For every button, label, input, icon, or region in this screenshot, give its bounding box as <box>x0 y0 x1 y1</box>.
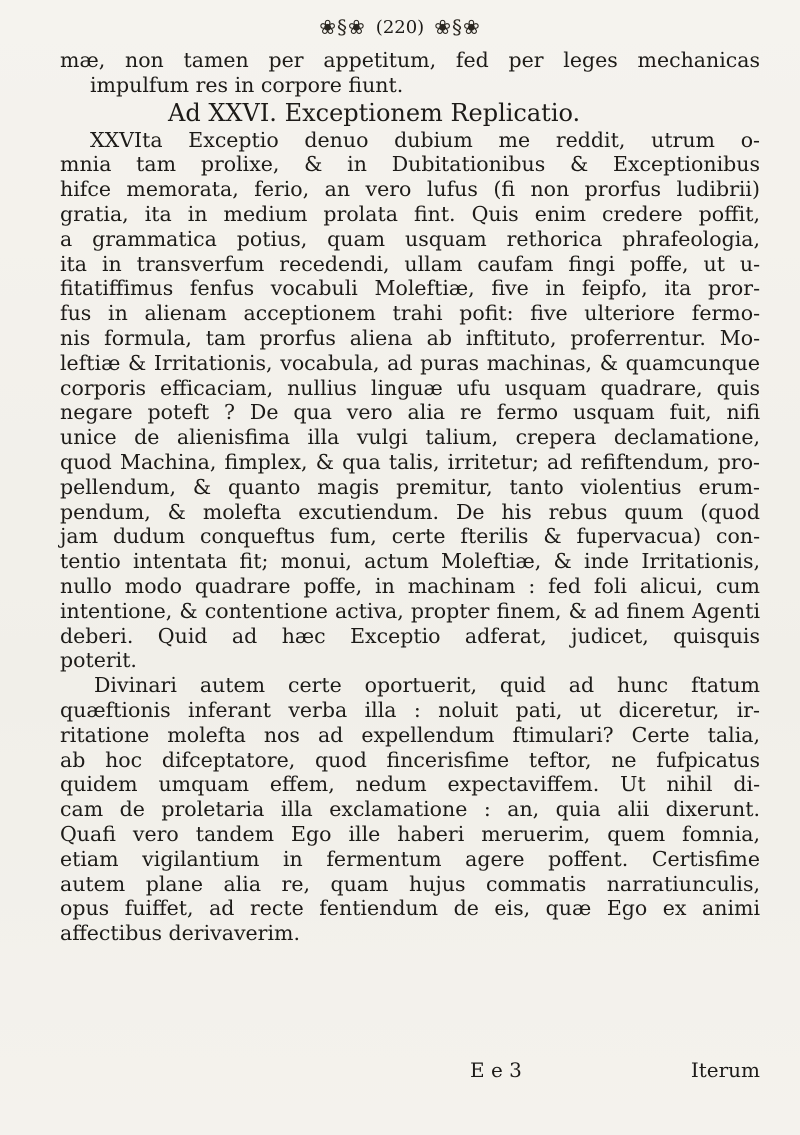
text-line: nis formula, tam prorfus aliena ab inftituto, proferrentur. Mo- <box>60 325 760 350</box>
text-line: impulfum res in corpore fiunt. <box>90 72 404 97</box>
text-line: fitatiffimus fenfus vocabuli Moleftiæ, five in feipfo, ita pror- <box>60 276 760 301</box>
text-line: Quafi vero tandem Ego ille haberi meruerim, quem fomnia, <box>60 821 760 846</box>
text-line: jam dudum conqueftus fum, certe fterilis & fupervacua) con- <box>60 524 760 549</box>
text-line: quæftionis inferant verba illa : noluit pati, ut diceretur, ir- <box>60 697 760 722</box>
paragraph-first-line: XXVIta Exceptio denuo dubium me reddit, utrum o- <box>90 127 760 152</box>
text-line: mæ, non tamen per appetitum, fed per leges mechanicas <box>60 48 760 72</box>
text-line: hifce memorata, ferio, an vero lufus (fi non prorfus ludibrii) <box>60 177 760 202</box>
text-line: negare poteft ? De qua vero alia re fermo usquam fuit, nifi <box>60 400 760 425</box>
text-line: pendum, & molefta excutiendum. De his rebus quum (quod <box>60 499 760 524</box>
text-line: a grammatica potius, quam usquam rethorica phrafeologia, <box>60 226 760 251</box>
ornament-right: ❀§❀ <box>434 15 481 39</box>
section-heading: Ad XXVI. Exceptionem Replicatio. <box>168 98 581 127</box>
text-line: pellendum, & quanto magis premitur, tanto violentius erum- <box>60 474 760 499</box>
text-line: fus in alienam acceptionem trahi pofit: five ulteriore fermo- <box>60 301 760 326</box>
ornament-left: ❀§❀ <box>319 15 366 39</box>
text-line: ritatione molefta nos ad expellendum ftimulari? Certe talia, <box>60 722 760 747</box>
text-line: affectibus derivaverim. <box>60 921 300 946</box>
text-line: etiam vigilantium in fermentum agere poffent. Certisfime <box>60 846 760 871</box>
paragraph-first-line: Divinari autem certe oportuerit, quid ad hunc ftatum <box>94 673 760 698</box>
text-line: nullo modo quadrare poffe, in machinam : fed foli alicui, cum <box>60 573 760 598</box>
text-line: intentione, & contentione activa, propter finem, & ad finem Agenti <box>60 598 760 623</box>
text-line: mnia tam prolixe, & in Dubitationibus & Exceptionibus <box>60 152 760 177</box>
body-text <box>60 48 760 946</box>
text-line: autem plane alia re, quam hujus commatis narratiunculis, <box>60 871 760 896</box>
text-line: quod Machina, fimplex, & qua talis, irritetur; ad refiftendum, pro- <box>60 449 760 474</box>
text-line: unice de alienisfima illa vulgi talium, crepera declamatione, <box>60 425 760 450</box>
text-line: quidem umquam effem, nedum expectaviffem. Ut nihil di- <box>60 772 760 797</box>
text-line: deberi. Quid ad hæc Exceptio adferat, judicet, quisquis <box>60 623 760 648</box>
signature-mark: E e 3 <box>470 1058 522 1082</box>
text-line: ab hoc difceptatore, quod fincerisfime teftor, ne fufpicatus <box>60 747 760 772</box>
catchword: Iterum <box>690 1058 760 1082</box>
text-line: ita in transverfum recedendi, ullam caufam fingi poffe, ut u- <box>60 251 760 276</box>
text-line: leftiæ & Irritationis, vocabula, ad puras machinas, & quamcunque <box>60 350 760 375</box>
text-line: tentio intentata fit; monui, actum Moleftiæ, & inde Irritationis, <box>60 549 760 574</box>
text-line: poterit. <box>60 648 137 673</box>
page-footer <box>470 1058 760 1082</box>
page-header <box>0 12 800 42</box>
text-line: corporis efficaciam, nullius linguæ ufu usquam quadrare, quis <box>60 375 760 400</box>
text-line: cam de proletaria illa exclamatione : an, quia alii dixerunt. <box>60 797 760 822</box>
text-line: opus fuiffet, ad recte fentiendum de eis, quæ Ego ex animi <box>60 896 760 921</box>
text-line: gratia, ita in medium prolata fint. Quis enim credere poffit, <box>60 201 760 226</box>
page-number: (220) <box>375 16 425 38</box>
